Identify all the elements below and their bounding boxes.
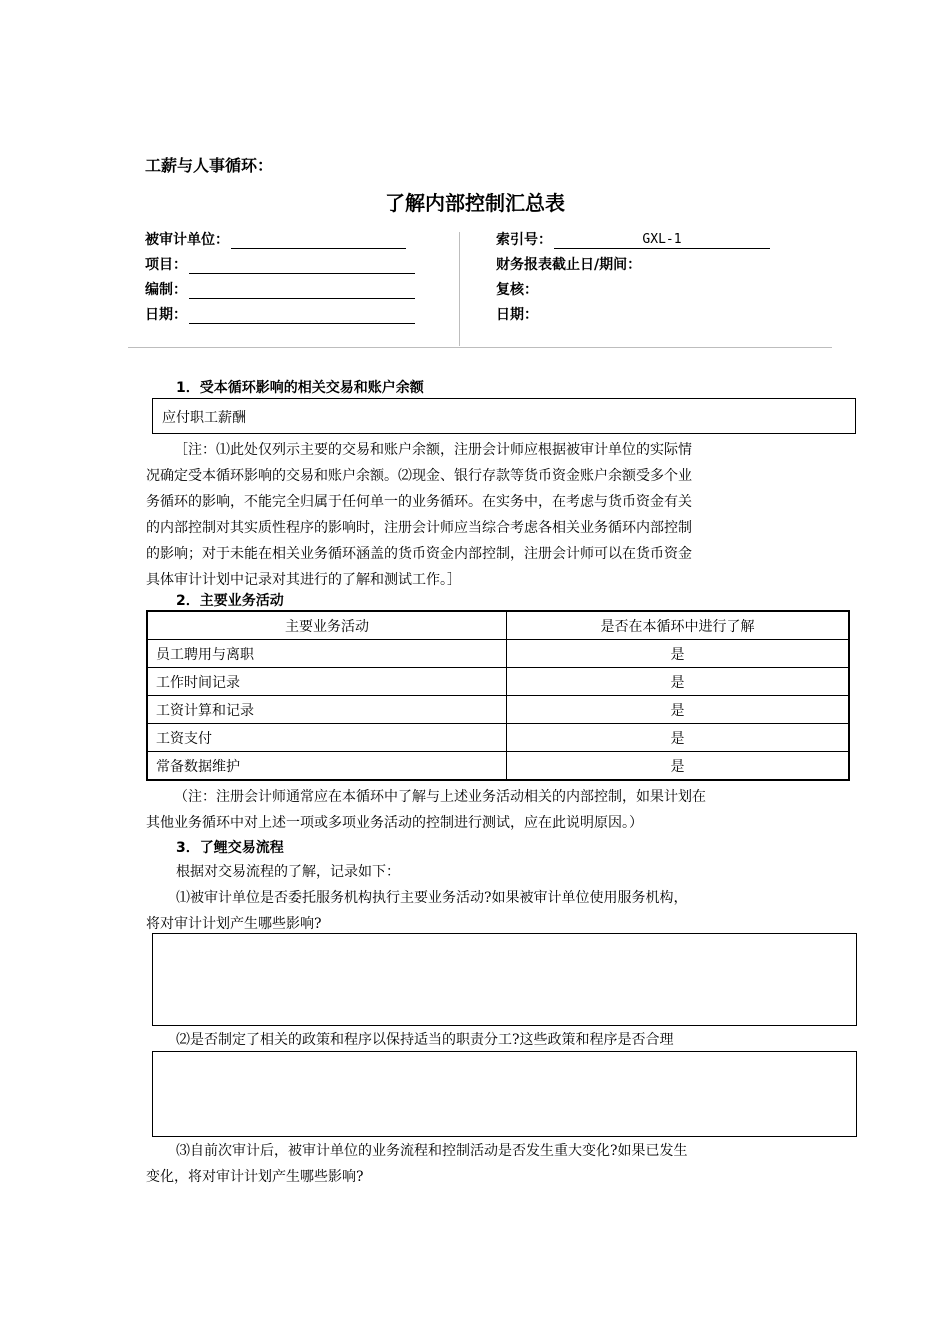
table-row <box>147 752 849 781</box>
prepared-by-field[interactable] <box>189 282 415 299</box>
answer-box-2[interactable] <box>152 1051 857 1137</box>
question-1 <box>146 885 866 937</box>
note-line: 务循环的影响，不能完全归属于任何单一的业务循环。在实务中，在考虑与货币资金有关 <box>146 494 692 510</box>
question-line: 变化，将对审计计划产生哪些影响? <box>146 1169 364 1185</box>
section1-note <box>146 437 866 593</box>
section3-intro: 根据对交易流程的了解，记录如下： <box>176 864 400 880</box>
period-label: 财务报表截止日/期间： <box>496 257 642 273</box>
question-3 <box>146 1138 866 1190</box>
project-label: 项目： <box>145 257 187 273</box>
answer-box-1[interactable] <box>152 933 857 1026</box>
activity-cell: 工资计算和记录 <box>147 696 507 724</box>
prepared-date-row <box>145 304 415 324</box>
note-line: 具体审计计划中记录对其进行的了解和测试工作。］ <box>146 572 461 588</box>
understood-cell: 是 <box>507 724 850 752</box>
note-line: 其他业务循环中对上述一项或多项业务活动的控制进行测试，应在此说明原因。） <box>146 815 643 831</box>
project-row <box>145 254 415 274</box>
understood-cell: 是 <box>507 752 850 781</box>
table-row <box>147 640 849 668</box>
activity-cell: 常备数据维护 <box>147 752 507 781</box>
account-balance-box: 应付职工薪酬 <box>152 398 856 434</box>
section2-title: 2．主要业务活动 <box>176 593 284 609</box>
auditee-label: 被审计单位： <box>145 232 229 248</box>
section3-title: 3．了鲤交易流程 <box>176 840 284 856</box>
note-line: （注：注册会计师通常应在本循环中了解与上述业务活动相关的内部控制，如果计划在 <box>174 789 706 805</box>
table-header-row <box>147 611 849 640</box>
auditee-row <box>145 229 406 249</box>
review-row <box>496 279 540 299</box>
review-date-row <box>496 304 540 324</box>
note-line: 况确定受本循环影响的交易和账户余额。⑵现金、银行存款等货币资金账户余额受多个业 <box>146 468 692 484</box>
note-line: ［注：⑴此处仅列示主要的交易和账户余额，注册会计师应根据被审计单位的实际情 <box>174 442 692 458</box>
section2-note <box>146 784 866 836</box>
question-line: 将对审计计划产生哪些影响? <box>146 916 322 932</box>
period-row <box>496 254 643 274</box>
page-title: 了解内部控制汇总表 <box>385 191 565 215</box>
header-divider <box>128 347 832 348</box>
review-label: 复核： <box>496 282 538 298</box>
question-2: ⑵是否制定了相关的政策和程序以保持适当的职责分工?这些政策和程序是否合理 <box>176 1032 674 1048</box>
column-header: 是否在本循环中进行了解 <box>507 611 850 640</box>
understood-cell: 是 <box>507 640 850 668</box>
table-row <box>147 668 849 696</box>
table-row <box>147 696 849 724</box>
question-line: ⑴被审计单位是否委托服务机构执行主要业务活动?如果被审计单位使用服务机构， <box>176 890 688 906</box>
index-row <box>496 229 770 249</box>
project-field[interactable] <box>189 257 415 274</box>
index-label: 索引号： <box>496 232 552 248</box>
section1-title: 1．受本循环影响的相关交易和账户余额 <box>176 380 424 396</box>
question-line: ⑶自前次审计后，被审计单位的业务流程和控制活动是否发生重大变化?如果已发生 <box>176 1143 688 1159</box>
auditee-field[interactable] <box>231 232 406 249</box>
prepared-date-label: 日期： <box>145 307 187 323</box>
activity-cell: 员工聘用与离职 <box>147 640 507 668</box>
prepared-date-field[interactable] <box>189 307 415 324</box>
prepared-by-row <box>145 279 415 299</box>
table-row <box>147 724 849 752</box>
note-line: 的内部控制对其实质性程序的影响时，注册会计师应当综合考虑各相关业务循环内部控制 <box>146 520 692 536</box>
note-line: 的影响；对于未能在相关业务循环涵盖的货币资金内部控制，注册会计师可以在货币资金 <box>146 546 692 562</box>
index-field[interactable]: GXL-1 <box>554 232 770 249</box>
understood-cell: 是 <box>507 696 850 724</box>
column-header: 主要业务活动 <box>147 611 507 640</box>
header-vertical-divider <box>459 232 460 346</box>
activities-table <box>146 610 850 781</box>
activity-cell: 工作时间记录 <box>147 668 507 696</box>
activity-cell: 工资支付 <box>147 724 507 752</box>
review-date-label: 日期： <box>496 307 538 323</box>
cycle-title: 工薪与人事循环： <box>145 156 274 175</box>
understood-cell: 是 <box>507 668 850 696</box>
prepared-by-label: 编制： <box>145 282 187 298</box>
